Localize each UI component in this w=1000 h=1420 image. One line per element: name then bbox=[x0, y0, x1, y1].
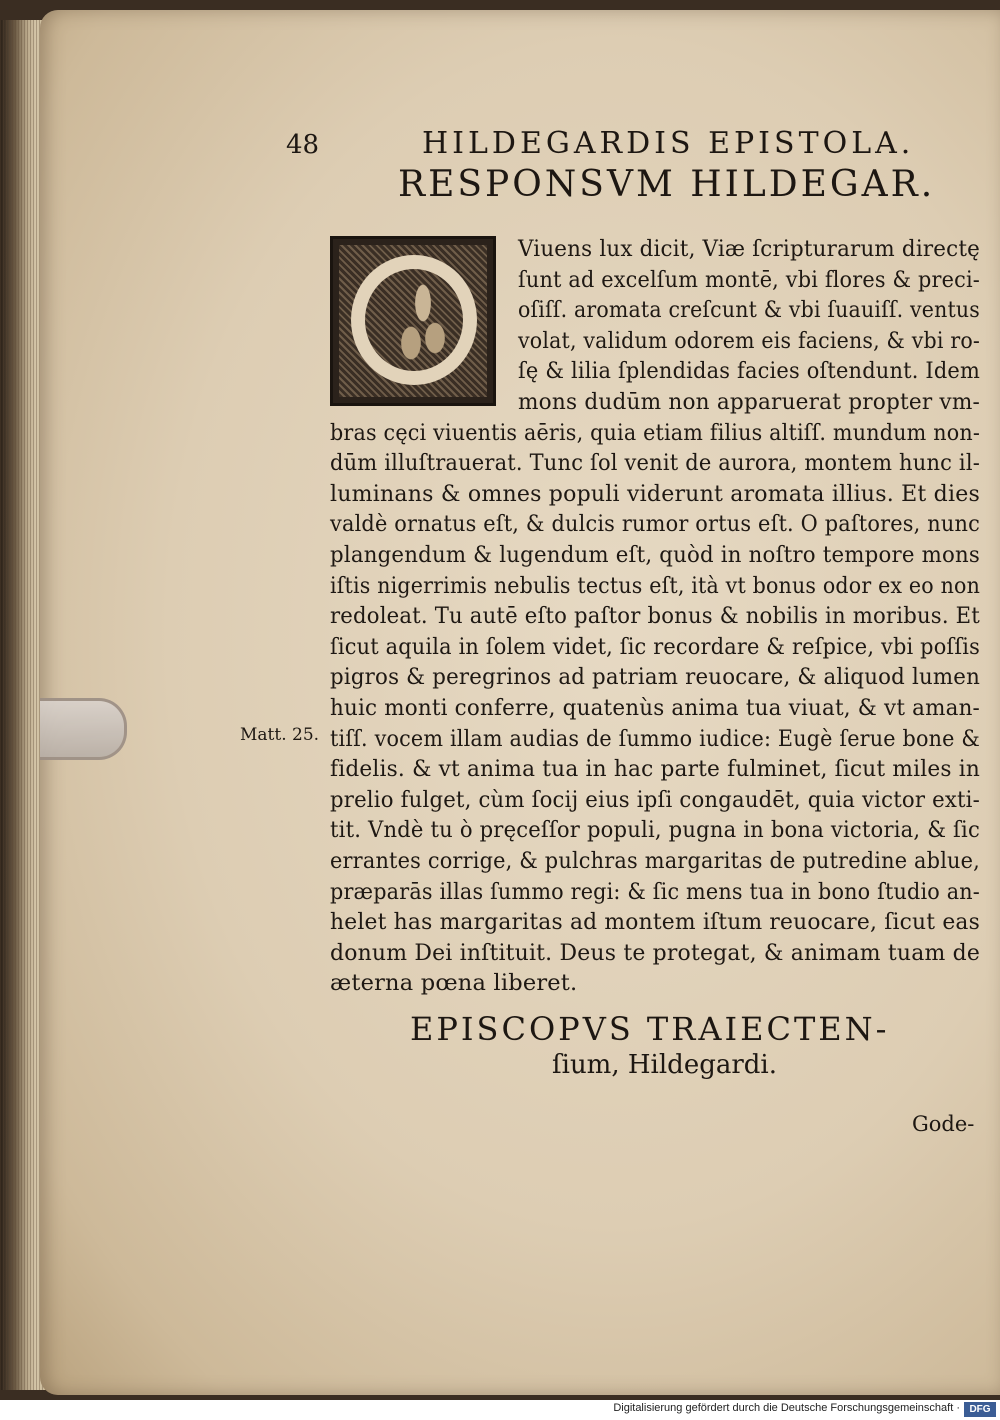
text-line: iſtis nigerrimis nebulis tectus eſt, ità vt bonus odor ex eo non bbox=[330, 572, 980, 599]
next-letter-title-line2: ſium, Hildegardi. bbox=[552, 1050, 777, 1080]
text-line: ſicut aquila in ſolem videt, ſic recordare & reſpice, vbi poſſis bbox=[330, 633, 980, 660]
text-line: plangendum & lugendum eſt, quòd in noſtro tempore mons bbox=[330, 542, 980, 568]
footer-credit: Digitalisierung gefördert durch die Deutsche Forschungsgemeinschaft · bbox=[613, 1402, 960, 1414]
text-line: oſiſſ. aromata creſcunt & vbi ſuauiſſ. ventus bbox=[518, 297, 980, 324]
woodcut-figures bbox=[393, 273, 453, 373]
running-head: HILDEGARDIS EPISTOLA. bbox=[422, 126, 915, 161]
text-line: tiſſ. vocem illam audias de ſummo iudice: Eugè ſerue bone & bbox=[330, 725, 980, 752]
footer-bar bbox=[0, 1400, 1000, 1420]
text-line: huic monti conferre, quatenùs anima tua viuat, & vt aman- bbox=[330, 695, 980, 721]
text-line: Viuens lux dicit, Viæ ſcripturarum directę bbox=[518, 236, 980, 262]
text-line: æterna pœna liberet. bbox=[330, 970, 578, 997]
page-clip bbox=[40, 698, 127, 760]
text-line: dūm illuſtrauerat. Tunc ſol venit de aurora, montem hunc il- bbox=[330, 450, 980, 477]
text-line: fidelis. & vt anima tua in hac parte fulminet, ſicut miles in bbox=[330, 756, 980, 783]
text-line: pigros & peregrinos ad patriam reuocare, & aliquod lumen bbox=[330, 664, 980, 691]
page-number: 48 bbox=[286, 130, 320, 160]
dfg-logo: DFG bbox=[964, 1402, 996, 1417]
text-line: mons dudūm non apparuerat propter vm- bbox=[518, 389, 980, 415]
marginal-note: Matt. 25. bbox=[240, 725, 320, 745]
next-letter-title-line1: EPISCOPVS TRAIECTEN- bbox=[410, 1010, 890, 1048]
text-line: tit. Vndè tu ò pręceſſor populi, pugna in bona victoria, & ſic bbox=[330, 817, 980, 844]
catchword: Gode- bbox=[912, 1112, 975, 1136]
text-line: præparās illas ſummo regi: & ſic mens tua in bono ſtudio an- bbox=[330, 878, 980, 905]
section-title: RESPONSVM HILDEGAR. bbox=[398, 164, 936, 205]
text-line: valdè ornatus eſt, & dulcis rumor ortus eſt. O paſtores, nunc bbox=[330, 511, 980, 538]
text-line: bras cęci viuentis aēris, quia etiam filius altiſſ. mundum non- bbox=[330, 419, 980, 446]
text-line: prelio fulget, cùm ſocij eius ipſi congaudēt, quia victor exti- bbox=[330, 786, 980, 813]
text-line: luminans & omnes populi viderunt aromata illius. Et dies bbox=[330, 480, 980, 507]
text-line: ſunt ad excelſum montē, vbi flores & preci- bbox=[518, 266, 980, 293]
text-line: ſę & lilia ſplendidas facies oſtendunt. Idem bbox=[518, 358, 980, 385]
text-line: errantes corrige, & pulchras margaritas de putredine ablue, bbox=[330, 848, 980, 874]
text-line: volat, validum odorem eis faciens, & vbi ro- bbox=[518, 327, 980, 354]
text-line: redoleat. Tu autē eſto paſtor bonus & nobilis in moribus. Et bbox=[330, 603, 980, 630]
decorated-initial-woodcut bbox=[330, 236, 496, 406]
text-line: helet has margaritas ad montem iſtum reuocare, ſicut eas bbox=[330, 909, 980, 936]
text-line: donum Dei inſtituit. Deus te protegat, & animam tuam de bbox=[330, 939, 980, 966]
